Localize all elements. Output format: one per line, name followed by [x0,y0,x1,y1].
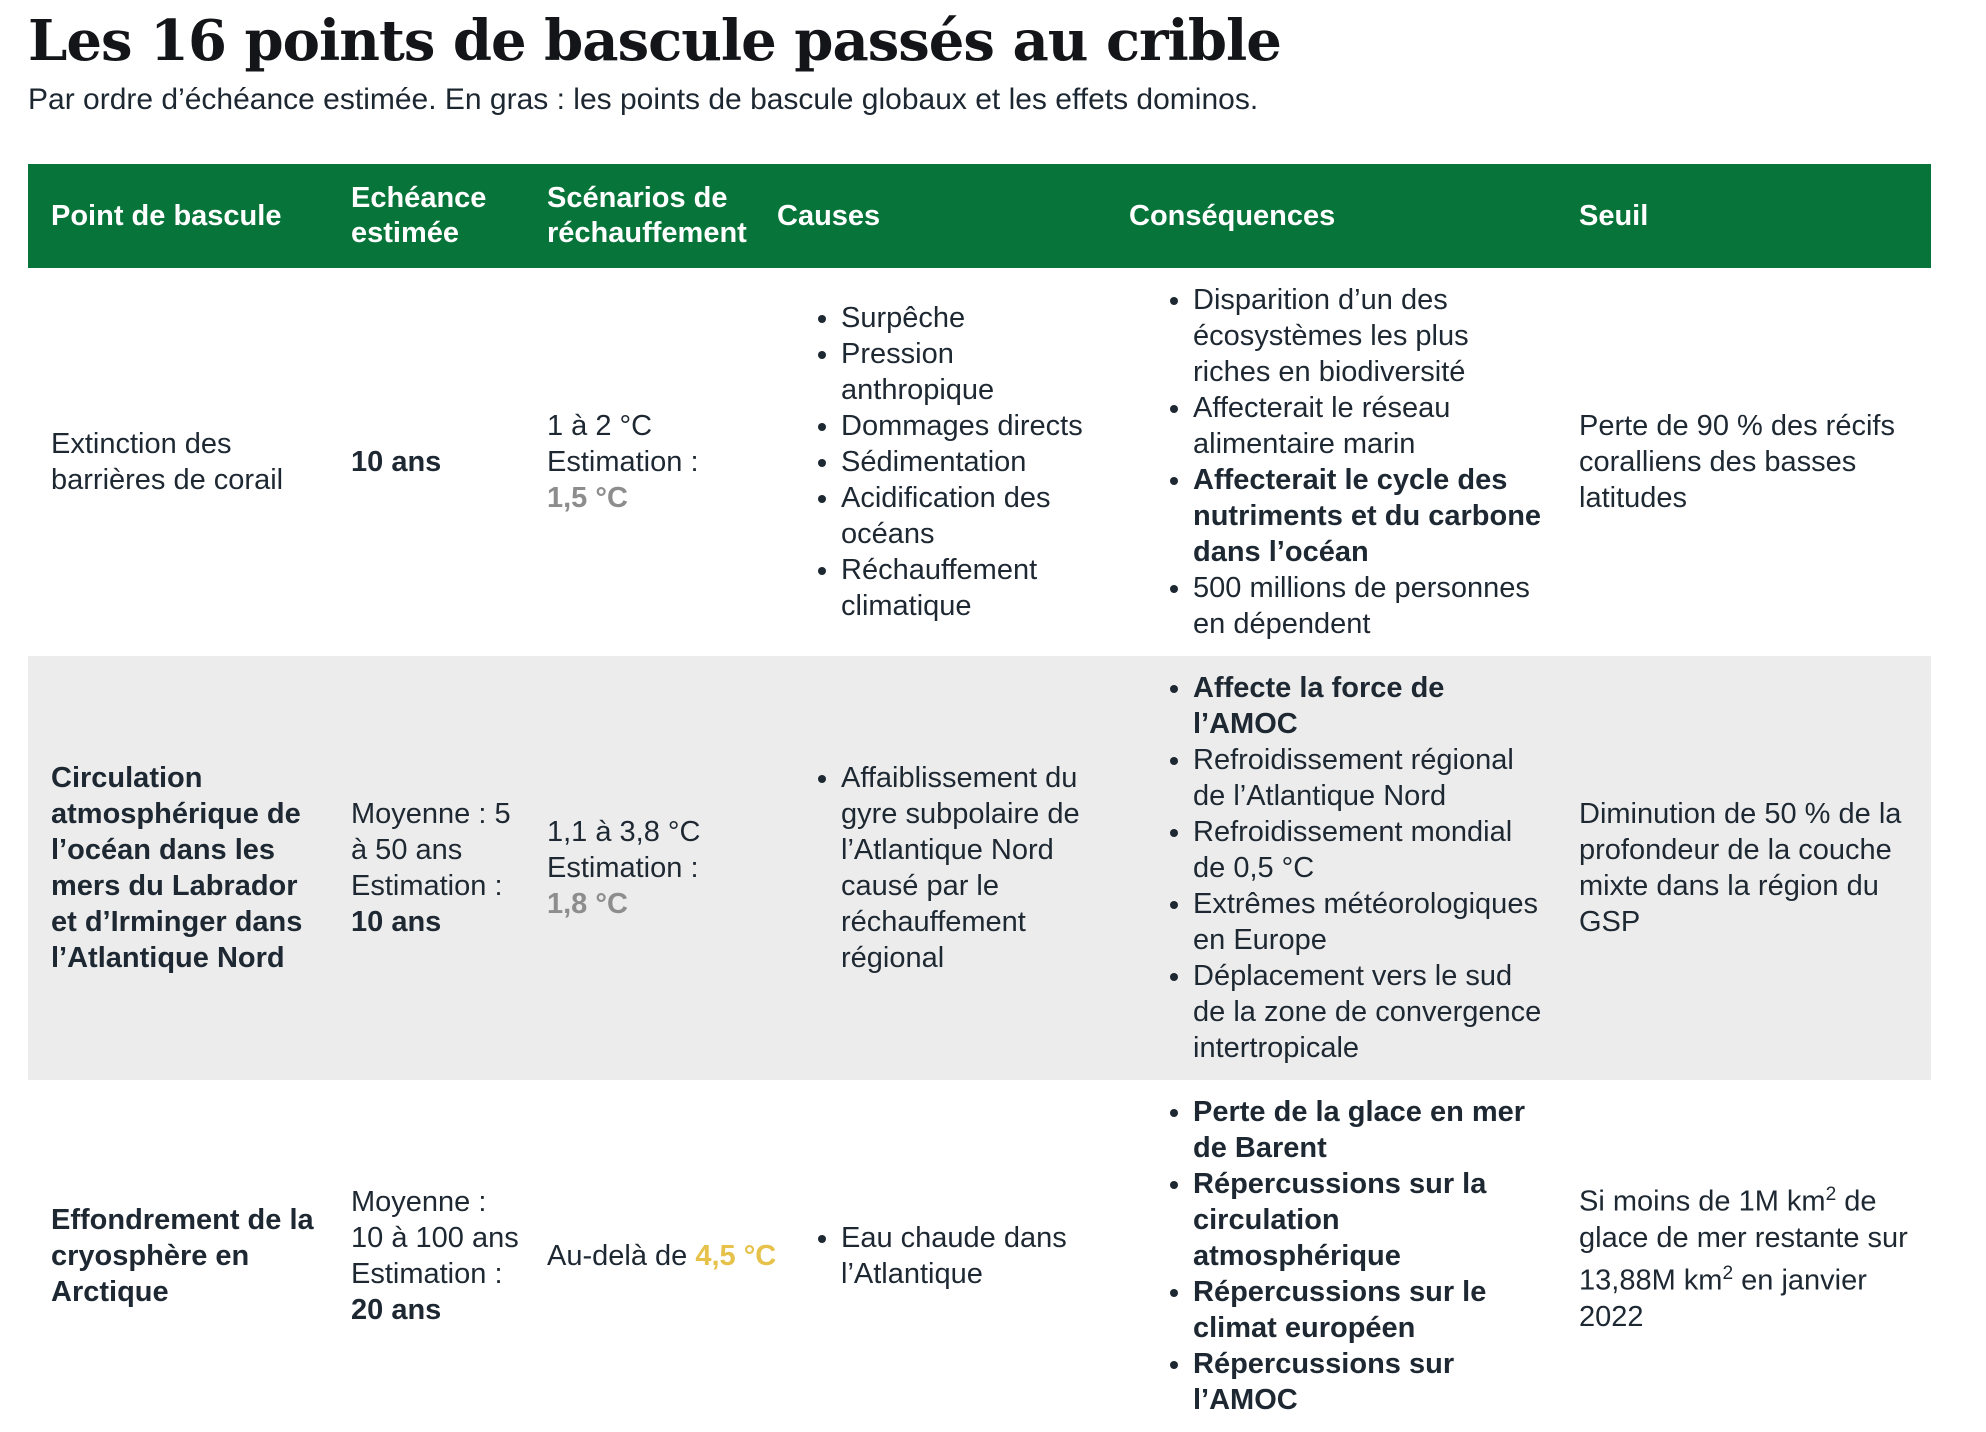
echeance-estimation-value: 10 ans [351,906,442,938]
list-item: • Affecterait le cycle des nutriments et du carbone dans l’océan [1193,462,1552,570]
scenario-threshold [547,1238,777,1274]
page-subtitle: Par ordre d’échéance estimée. En gras : les points de bascule globaux et les effets dominos. [28,83,1259,116]
cell-echeance [328,1080,524,1432]
list-item: • Affaiblissement du gyre subpolaire de l’Atlantique Nord causé par le réchauffement régional [841,760,1102,976]
table-row-coraux [28,268,1931,656]
column-header-consequences: Conséquences [1106,164,1556,268]
consequences-list [1129,282,1552,642]
superscript: 2 [1825,1184,1837,1206]
scenario-prefix: Au-delà de [547,1240,688,1272]
cell-echeance [328,656,524,1080]
list-item: • Dommages directs [841,408,1102,444]
list-item: • Pression anthropique [841,336,1102,408]
cell-point-de-bascule [28,268,328,656]
list-item: • Réchauffement climatique [841,552,1102,624]
list-item: • Sédimentation [841,444,1102,480]
scenario-estimation-label: Estimation : [547,446,699,478]
tipping-points-table [28,164,1931,1432]
column-header-scenarios-rechauffement: Scénarios de réchauffement [524,164,754,268]
point-label: Effondrement de la cryosphère en Arctique [51,1204,314,1308]
table-row-circulation-atlantique-nord [28,656,1931,1080]
causes-list [777,1220,1102,1292]
cell-echeance [328,268,524,656]
page-title: Les 16 points de bascule passés au crible [28,8,1281,74]
seuil-text: Perte de 90 % des récifs coralliens des basses latitudes [1579,410,1895,514]
echeance-estimation-value: 20 ans [351,1294,442,1326]
cell-causes [754,656,1106,1080]
list-item: • Répercussions sur l’AMOC [1193,1346,1552,1418]
list-item: • Extrêmes météorologiques en Europe [1193,886,1552,958]
echeance-estimation-value: 10 ans [351,446,442,478]
list-item: • Perte de la glace en mer de Barent [1193,1094,1552,1166]
superscript: 2 [1722,1263,1734,1284]
seuil-text: Si moins de 1M $km^2$ de glace de mer restante sur 13,88M $km^2$ en janvier 2022 [1579,1184,1908,1333]
scenario-estimation-value: 1,5 °C [547,482,628,514]
echeance-moyenne: Moyenne : 10 à 100 ans [351,1186,519,1254]
column-header-echeance-estimee: Echéance estimée [328,164,524,268]
list-item: • Eau chaude dans l’Atlantique [841,1220,1102,1292]
scenario-range: 1 à 2 °C [547,410,653,442]
cell-seuil [1556,268,1931,656]
consequences-list [1129,670,1552,1066]
column-header-causes: Causes [754,164,1106,268]
list-item: • Acidification des océans [841,480,1102,552]
seuil-text: Diminution de 50 % de la profondeur de la couche mixte dans la région du GSP [1579,798,1902,938]
causes-list [777,760,1102,976]
list-item: • Affecterait le réseau alimentaire marin [1193,390,1552,462]
scenario-estimation-value: 1,8 °C [547,888,628,920]
cell-consequences [1106,1080,1556,1432]
list-item: • Disparition d’un des écosystèmes les plus riches en biodiversité [1193,282,1552,390]
cell-causes [754,268,1106,656]
column-header-seuil: Seuil [1556,164,1931,268]
echeance-moyenne: Moyenne : 5 à 50 ans [351,798,511,866]
consequences-list [1129,1094,1552,1418]
cell-consequences [1106,656,1556,1080]
list-item: • Refroidissement mondial de 0,5 °C [1193,814,1552,886]
list-item: • Déplacement vers le sud de la zone de convergence intertropicale [1193,958,1552,1066]
scenario-highlight-value: 4,5 °C [695,1240,777,1272]
list-item: • 500 millions de personnes en dépendent [1193,570,1552,642]
cell-scenarios [524,656,754,1080]
cell-scenarios [524,1080,777,1432]
list-item: • Répercussions sur la circulation atmosphérique [1193,1166,1552,1274]
scenario-range: 1,1 à 3,8 °C [547,816,701,848]
cell-seuil [1556,656,1931,1080]
cell-point-de-bascule [28,1080,328,1432]
cell-point-de-bascule [28,656,328,1080]
point-label: Extinction des barrières de corail [51,428,284,496]
list-item: • Surpêche [841,300,1102,336]
echeance-estimation-label: Estimation : [351,870,503,902]
echeance-estimation-label: Estimation : [351,1258,503,1290]
cell-seuil [1556,1080,1931,1432]
column-header-point-de-bascule: Point de bascule [28,164,328,268]
scenario-estimation-label: Estimation : [547,852,699,884]
list-item: • Répercussions sur le climat européen [1193,1274,1552,1346]
causes-list [777,300,1102,624]
table-header-row [28,164,1931,268]
list-item: • Affecte la force de l’AMOC [1193,670,1552,742]
table-row-cryosphere-arctique [28,1080,1931,1432]
list-item: • Refroidissement régional de l’Atlantique Nord [1193,742,1552,814]
cell-causes [754,1080,1106,1432]
cell-scenarios [524,268,754,656]
point-label: Circulation atmosphérique de l’océan dans les mers du Labrador et d’Irminger dans l’Atlantique Nord [51,762,303,974]
cell-consequences [1106,268,1556,656]
